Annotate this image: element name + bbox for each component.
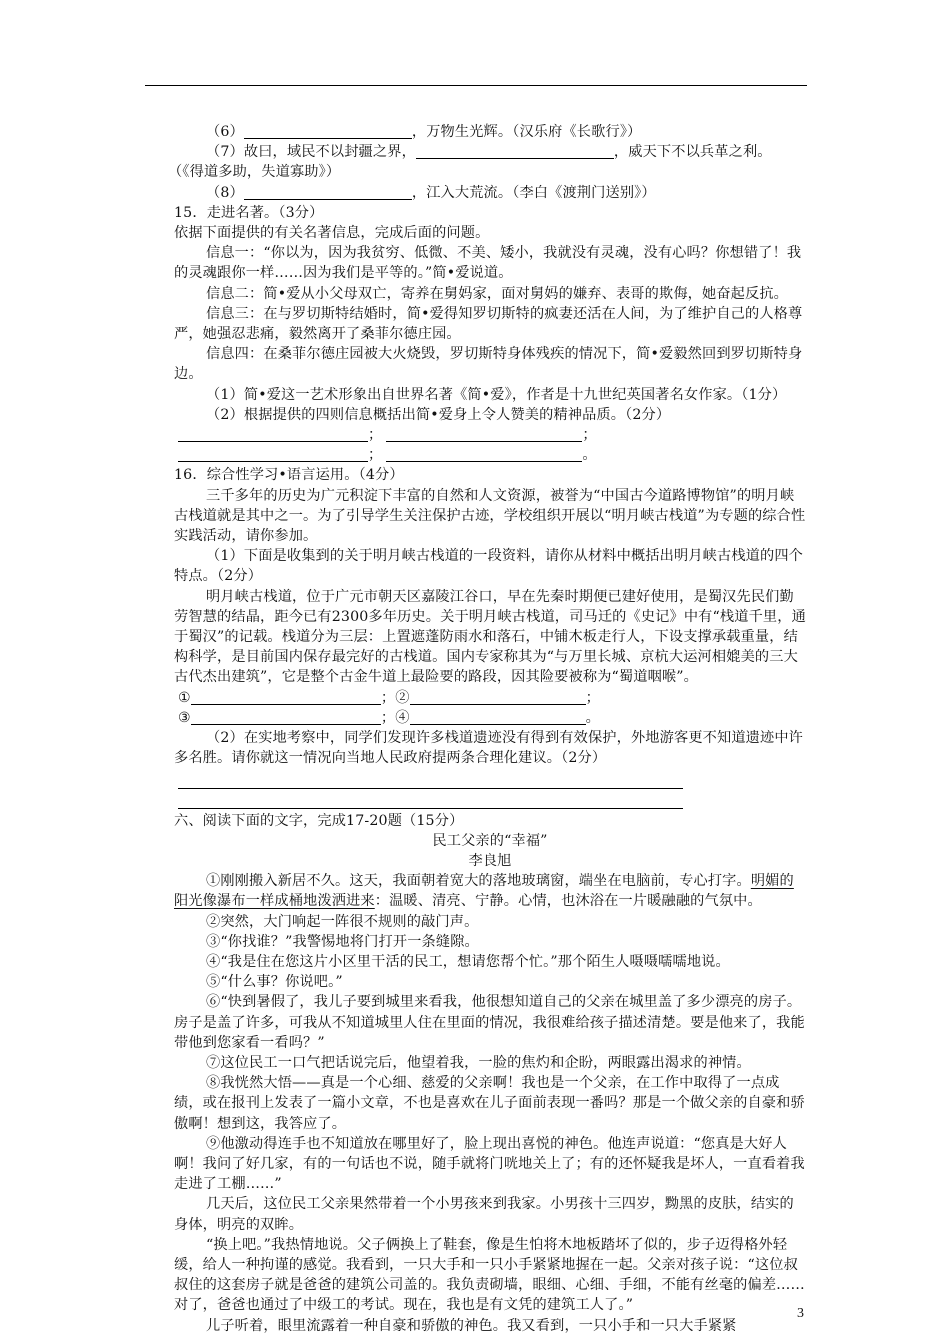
paragraph-10: 几天后，这位民工父亲果然带着一个小男孩来到我家。小男孩十三四岁，黝黑的皮肤，结实的身体，明亮的双眸。 [174, 1196, 794, 1233]
line-7: （7）故曰，域民不以封疆之界， ，威天下不以兵革之利。 [206, 144, 772, 161]
q15-info2: 信息二：简•爱从小父母双亡，寄养在舅妈家，面对舅妈的嫌弃、表哥的欺侮，她奋起反抗。 [206, 285, 789, 302]
paragraph-12: 儿子听着，眼里流露着一种自豪和骄傲的神色。我又看到，一只小手和一只大手紧紧 [206, 1317, 737, 1334]
document-body [168, 122, 806, 1336]
paragraph-4: ④“我是住在您这片小区里干活的民工，想请您帮个忙。”那个陌生人嗫嗫嚅嚅地说。 [206, 953, 730, 970]
line-6: （6） ，万物生光辉。（汉乐府《长歌行》） [206, 124, 642, 140]
q16-material: 明月峡古栈道，位于广元市朝天区嘉陵江谷口，早在先秦时期便已建好使用，是蜀汉先民们勤劳智慧的结晶，距今已有2300多年历史。关于明月峡古栈道，司马迁的《史记》中有“栈道千里，通于蜀汉”的记载。栈道分为三层：上置遮蓬防雨水和落石，中铺木板走行人，下设支撑承载重量，结构科学，是目前国内保存最完好的古栈道。国内专家称其为“与万里长城、京杭大运河相媲美的三大古代杰出建筑”，它是整个古金牛道上最险要的路段，因其险要被称为“蜀道咽喉”。 [174, 588, 806, 686]
article-author: 李良旭 [468, 852, 512, 869]
answer-blank[interactable] [416, 144, 614, 159]
q15-info1: 信息一：“你以为，因为我贫穷、低微、不美、矮小，我就没有灵魂，没有心吗？你想错了！我的灵魂跟你一样……因为我们是平等的。”简•爱说道。 [174, 245, 802, 282]
paragraph-9: ⑨他激动得连手也不知道放在哪里好了，脸上现出喜悦的神色。他连声说道：“您真是大好人啊！我问了好几家，有的一句话也不说，随手就将门咣地关上了；有的还怀疑我是坏人，一直看着我走进了工棚……” [174, 1135, 805, 1193]
answer-blank[interactable] [410, 690, 586, 705]
paragraph-8: ⑧我恍然大悟——真是一个心细、慈爱的父亲啊！我也是一个父亲，在工作中取得了一点成绩，或在报刊上发表了一篇小文章，不也是喜欢在儿子面前表现一番吗？那是一个做父亲的自豪和骄傲啊！想到这，我答应了。 [174, 1075, 805, 1132]
q16-intro: 三千多年的历史为广元积淀下丰富的自然和人文资源，被誉为“中国古今道路博物馆”的明月峡古栈道就是其中之一。为了引导学生关注保护古迹，学校组织开展以“明月峡古栈道”为专题的综合性实践活动，请你参加。 [174, 487, 806, 545]
answer-blank[interactable] [244, 185, 412, 200]
q16-answer-row1: ① ；② ； [178, 689, 600, 706]
q15-question2: （2）根据提供的四则信息概括出简•爱身上令人赞美的精神品质。（2分） [206, 406, 671, 423]
answer-line[interactable] [178, 789, 683, 809]
answer-blank[interactable] [178, 447, 368, 462]
article-title: 民工父亲的“幸福” [432, 832, 548, 849]
paragraph-2: ②突然，大门响起一阵很不规则的敲门声。 [206, 913, 479, 930]
q15-answer-row1: ； ； [174, 425, 806, 445]
q15-question1: （1）简•爱这一艺术形象出自世界名著《简•爱》，作者是十九世纪英国著名女作家。（1分） [206, 386, 787, 403]
answer-blank[interactable] [191, 690, 381, 705]
paragraph-11: “换上吧。”我热情地说。父子俩换上了鞋套，像是生怕将木地板踏坏了似的，步子迈得格外轻缓，给人一种拘谨的感觉。我看到，一只大手和一只小手紧紧地握在一起。父亲对孩子说：“这位叔叔住的这套房子就是爸爸的建筑公司盖的。我负责砌墙，眼细、心细、手细，不能有丝毫的偏差……对了，爸爸也通过了中级工的考试。现在，我也是有文凭的建筑工人了。” [174, 1236, 805, 1314]
underlined-sentence: 明媚的阳光像瀑布一样成桶地泼洒进来 [174, 873, 794, 910]
line-8: （8） ，江入大荒流。（李白《渡荆门送别》） [206, 184, 656, 201]
q16-question1: （1）下面是收集到的关于明月峡古栈道的一段资料，请你从材料中概括出明月峡古栈道的四个特点。（2分） [174, 548, 804, 585]
q15-info4: 信息四：在桑菲尔德庄园被大火烧毁，罗切斯特身体残疾的情况下，简•爱毅然回到罗切斯特身边。 [174, 346, 803, 383]
answer-blank[interactable] [244, 124, 412, 139]
section6-heading: 六、阅读下面的文字，完成17-20题（15分） [174, 812, 464, 829]
paragraph-7: ⑦这位民工一口气把话说完后，他望着我，一脸的焦灼和企盼，两眼露出渴求的神情。 [206, 1054, 751, 1071]
q16-title: 16．综合性学习•语言运用。（4分） [174, 467, 404, 484]
q15-title: 15．走进名著。（3分） [174, 204, 324, 221]
page-number: 3 [797, 1306, 804, 1321]
answer-blank[interactable] [410, 710, 586, 725]
q15-info3: 信息三：在与罗切斯特结婚时，简•爱得知罗切斯特的疯妻还活在人间，为了维护自己的人格尊严，她强忍悲痛，毅然离开了桑菲尔德庄园。 [174, 305, 803, 343]
header-rule [145, 85, 807, 86]
answer-blank[interactable] [386, 427, 582, 442]
paragraph-5: ⑤“什么事？你说吧。” [206, 974, 343, 991]
answer-line[interactable] [178, 769, 683, 789]
answer-blank[interactable] [178, 427, 368, 442]
paragraph-3: ③“你找谁？”我警惕地将门打开一条缝隙。 [206, 933, 479, 950]
paragraph-6: ⑥“快到暑假了，我儿子要到城里来看我，他很想知道自己的父亲在城里盖了多少漂亮的房子。房子是盖了许多，可我从不知道城里人住在里面的情况，我很难给孩子描述清楚。要是他来了，我能带他到您家看一看吗？” [174, 994, 805, 1051]
line-7-source: （《得道多助，失道寡助》） [168, 164, 341, 181]
q15-answer-row2: ； 。 [174, 445, 806, 465]
paragraph-1: ①刚刚搬入新居不久。这天，我面朝着宽大的落地玻璃窗，端坐在电脑前，专心打字。明媚的阳光像瀑布一样成桶地泼洒进来：温暖、清亮、宁静。心情，也沐浴在一片暖融融的气氛中。 [174, 873, 794, 910]
q16-question2: （2）在实地考察中，同学们发现许多栈道遗迹没有得到有效保护，外地游客更不知道遗迹中许多名胜。请你就这一情况向当地人民政府提两条合理化建议。（2分） [174, 730, 804, 767]
q15-intro: 依据下面提供的有关名著信息，完成后面的问题。 [174, 225, 490, 242]
answer-blank[interactable] [386, 447, 582, 462]
q16-answer-row2: ③ ；④ 。 [178, 709, 600, 726]
answer-blank[interactable] [191, 710, 381, 725]
